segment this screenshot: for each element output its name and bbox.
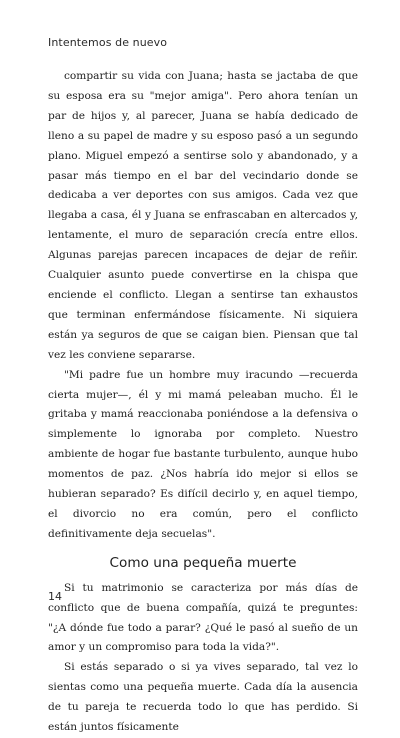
body-text bbox=[48, 67, 358, 738]
paragraph: compartir su vida con Juana; hasta se jactaba de que su esposa era su "mejor amiga". Pero ahora tenían un par de hijos y, al parecer, Juana se había dedicado de lleno a su papel de madre y su esposo pasó a un segundo plano. Miguel empezó a sentirse solo y abandonado, y a pasar más tiempo en el bar del vecindario donde se dedicaba a ver deportes con sus amigos. Cada vez que llegaba a casa, él y Juana se enfrascaban en altercados y, lentamente, el muro de separación crecía entre ellos. Algunas parejas parecen incapaces de dejar de reñir. Cualquier asunto puede convertirse en la chispa que enciende el conflicto. Llegan a sentirse tan exhaustos que terminan enfermándose físicamente. Ni siquiera están ya seguros de que se caigan bien. Piensan que tal vez les conviene separarse. bbox=[48, 70, 358, 361]
paragraph: "Mi padre fue un hombre muy iracundo —recuerda cierta mujer—, él y mi mamá peleaban mucho. Él le gritaba y mamá reaccionaba poniéndose a la defensiva o simplemente lo ignoraba por completo. Nuestro ambiente de hogar fue bastante turbulento, aunque hubo momentos de paz. ¿Nos habría ido mejor si ellos se hubieran separado? Es difícil decirlo y, en aquel tiempo, el divorcio no era común, pero el conflicto definitivamente deja secuelas". bbox=[48, 368, 358, 540]
running-head: Intentemos de nuevo bbox=[48, 36, 168, 49]
section-heading: Como una pequeña muerte bbox=[109, 554, 297, 571]
paragraph: Si estás separado o si ya vives separado, tal vez lo sientas como una pequeña muerte. Cada día la ausencia de tu pareja te recuerda todo lo que has perdido. Si están juntos físicamente bbox=[48, 661, 358, 734]
paragraph: Si tu matrimonio se caracteriza por más días de conflicto que de buena compañía, quizá te preguntes: "¿A dónde fue todo a parar? ¿Qué le pasó al sueño de un amor y un compromiso para toda la vida?". bbox=[48, 581, 358, 654]
page-number: 14 bbox=[48, 590, 62, 603]
